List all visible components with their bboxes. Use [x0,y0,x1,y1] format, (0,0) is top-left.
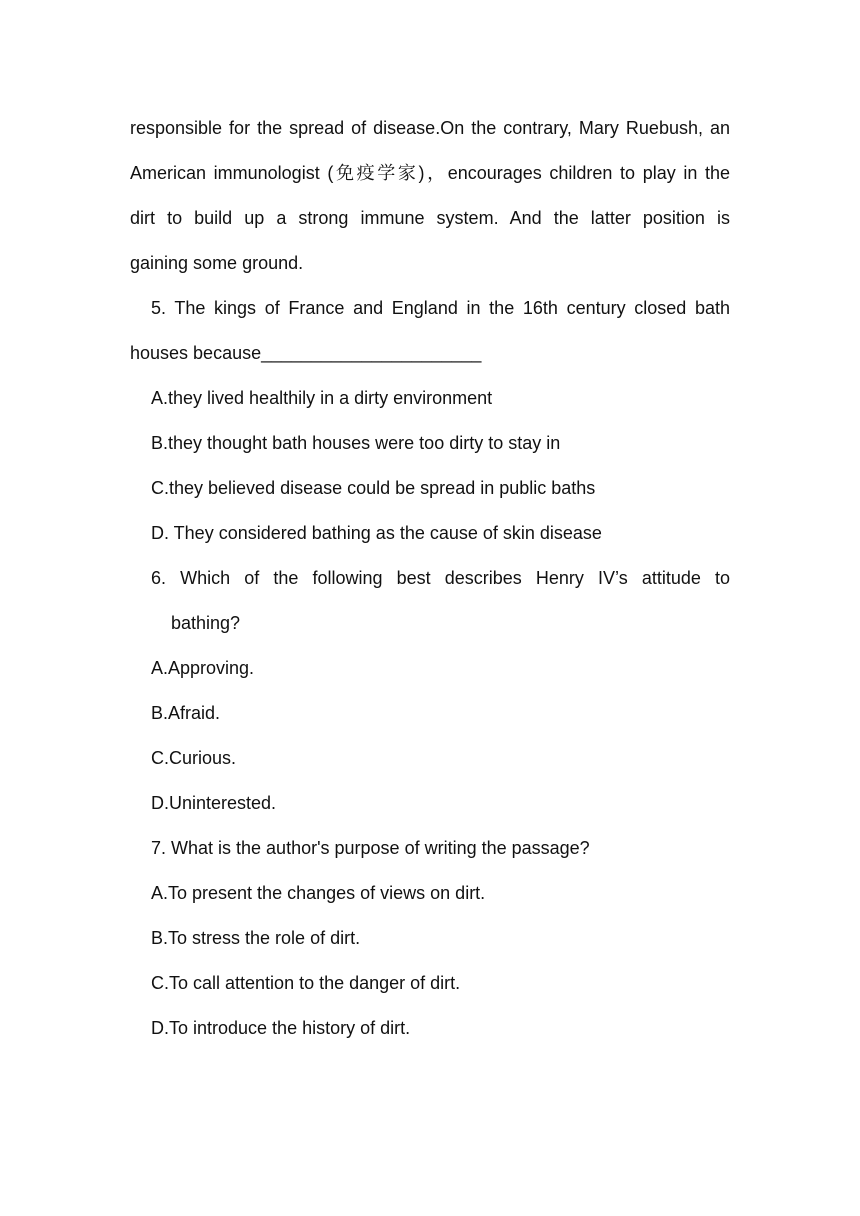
passage-line: American immunologist (免疫学家)，encourages children to play in the [130,163,730,183]
question-7-stem: 7. What is the author's purpose of writing the passage? [151,838,590,858]
question-6-stem: 6. Which of the following best describes Henry IV’s attitude to [151,568,730,588]
passage-line: gaining some ground. [130,253,304,273]
question-6-option-a: A.Approving. [151,658,255,678]
question-5-option-d: D. They considered bathing as the cause of skin disease [151,523,602,543]
question-7-option-d: D.To introduce the history of dirt. [151,1018,411,1038]
question-5-option-c: C.they believed disease could be spread in public baths [151,478,596,498]
question-6-stem-cont: bathing? [171,613,241,633]
question-7-option-c: C.To call attention to the danger of dirt. [151,973,461,993]
question-5-stem: 5. The kings of France and England in the 16th century closed bath [151,298,730,318]
question-7-option-a: A.To present the changes of views on dirt. [151,883,486,903]
passage-line: responsible for the spread of disease.On the contrary, Mary Ruebush, an [130,118,730,138]
passage-line: dirt to build up a strong immune system. And the latter position is [130,208,730,228]
question-5-option-a: A.they lived healthily in a dirty environment [151,388,493,408]
question-5-option-b: B.they thought bath houses were too dirty to stay in [151,433,561,453]
question-6-option-c: C.Curious. [151,748,237,768]
question-6-option-b: B.Afraid. [151,703,221,723]
question-6-option-d: D.Uninterested. [151,793,277,813]
question-5-stem-cont: houses because______________________ [130,343,482,363]
question-7-option-b: B.To stress the role of dirt. [151,928,361,948]
